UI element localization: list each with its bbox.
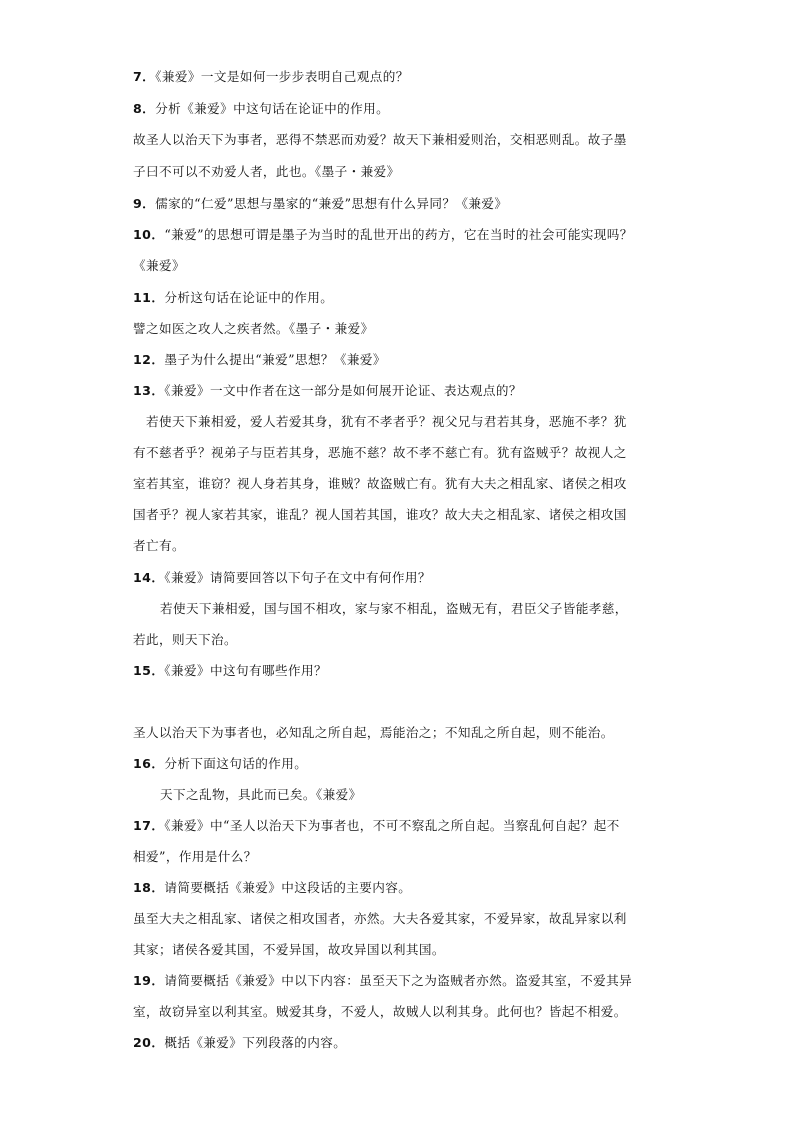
passage-line: 国者乎？视人家若其家，谁乱？视人国若其国，谁攻？故大夫之相乱家、诸侯之相攻国 (133, 507, 627, 522)
quote-line: 故圣人以治天下为事者，恶得不禁恶而劝爱？故天下兼相爱则治，交相恶则乱。故子墨 (133, 132, 627, 147)
passage-line: 若此，则天下治。 (133, 632, 237, 647)
quote-line: 圣人以治天下为事者也，必知乱之所自起，焉能治之；不知乱之所自起，则不能治。 (133, 725, 614, 740)
question-19-cont: 室，故窃异室以利其室。贼爱其身，不爱人，故贼人以利其身。此何也？皆起不相爱。 (133, 1004, 627, 1019)
passage-line: 若使天下兼相爱，爱人若爱其身，犹有不孝者乎？视父兄与君若其身，恶施不孝？犹 (146, 414, 627, 429)
question-8: 8．分析《兼爱》中这句话在论证中的作用。 (133, 101, 390, 116)
passage-line: 若使天下兼相爱，国与国不相攻，家与家不相乱，盗贼无有，君臣父子皆能孝慈， (160, 601, 628, 616)
question-15: 15．《兼爱》中这句有哪些作用？ (133, 663, 327, 678)
question-13: 13．《兼爱》一文中作者在这一部分是如何展开论证、表达观点的？ (133, 383, 522, 398)
question-17: 17．《兼爱》中“圣人以治天下为事者也，不可不察乱之所自起。当察乱何自起？起不 (133, 818, 620, 833)
question-16: 16．分析下面这句话的作用。 (133, 756, 308, 771)
question-18: 18．请简要概括《兼爱》中这段话的主要内容。 (133, 880, 412, 895)
passage-line: 室若其室，谁窃？视人身若其身，谁贼？故盗贼亡有。犹有大夫之相乱家、诸侯之相攻 (133, 476, 627, 491)
question-12: 12．墨子为什么提出“兼爱”思想？《兼爱》 (133, 352, 386, 367)
passage-line: 者亡有。 (133, 538, 185, 553)
question-19: 19．请简要概括《兼爱》中以下内容：虽至天下之为盗贼者亦然。盗爱其室，不爱其异 (133, 973, 633, 988)
quote-line: 譬之如医之攻人之疾者然。《墨子・兼爱》 (133, 321, 374, 336)
passage-line: 有不慈者乎？视弟子与臣若其身，恶施不慈？故不孝不慈亡有。犹有盗贼乎？故视人之 (133, 445, 627, 460)
question-10: 10．“兼爱”的思想可谓是墨子为当时的乱世开出的药方，它在当时的社会可能实现吗？ (133, 227, 633, 242)
quote-line: 虽至大夫之相乱家、诸侯之相攻国者，亦然。大夫各爱其家，不爱异家，故乱异家以利 (133, 911, 627, 926)
question-20: 20．概括《兼爱》下列段落的内容。 (133, 1035, 347, 1050)
question-10-cont: 《兼爱》 (133, 258, 185, 273)
question-9: 9．儒家的“仁爱”思想与墨家的“兼爱”思想有什么异同？《兼爱》 (133, 196, 508, 211)
question-7: 7．《兼爱》一文是如何一步步表明自己观点的？ (133, 69, 409, 84)
quote-line: 其家；诸侯各爱其国，不爱异国，故攻异国以利其国。 (133, 942, 445, 957)
quote-line: 子曰不可以不劝爱人者，此也。《墨子・兼爱》 (133, 164, 400, 179)
question-14: 14．《兼爱》请简要回答以下句子在文中有何作用？ (133, 570, 431, 585)
question-17-cont: 相爱”，作用是什么？ (133, 849, 257, 864)
question-11: 11．分析这句话在论证中的作用。 (133, 290, 334, 305)
quote-line: 天下之乱物，具此而已矣。《兼爱》 (160, 787, 362, 802)
